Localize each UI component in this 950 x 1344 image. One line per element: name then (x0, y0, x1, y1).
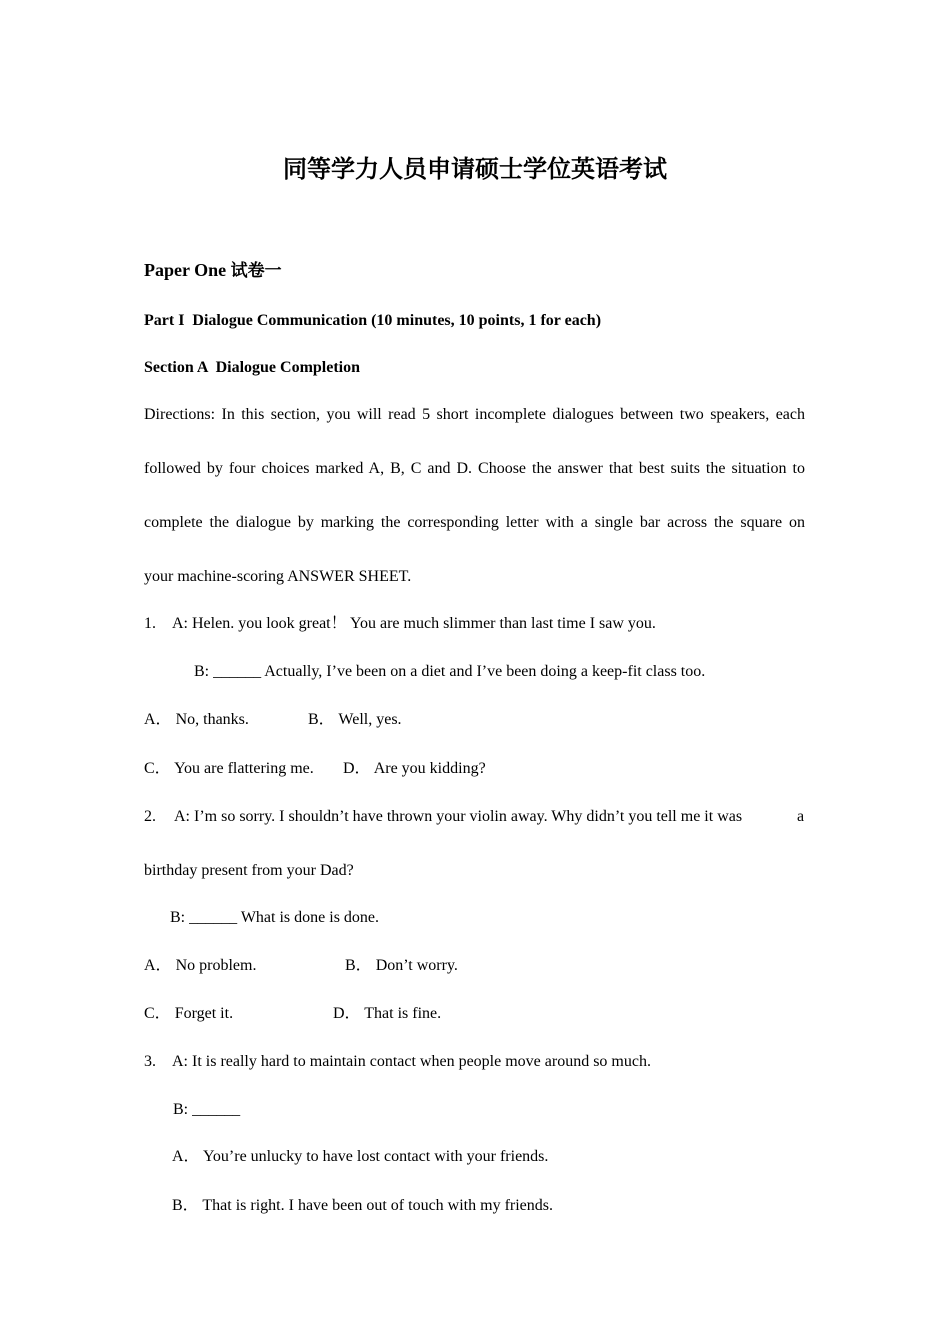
question-b-line: B: ______ What is done is done. (170, 909, 380, 926)
question-a-line: A: Helen. you look great！ You are much slimmer than last time I saw you. (172, 615, 656, 632)
option-label: A． (172, 1148, 200, 1165)
question-a-line-continued: birthday present from your Dad? (144, 862, 354, 879)
directions-line: followed by four choices marked A, B, C and D. Choose the answer that best suits the situation to (144, 460, 805, 477)
option-label: D． (343, 760, 371, 777)
question-b-line: B: ______ Actually, I’ve been on a diet and I’ve been doing a keep-fit class too. (194, 663, 706, 680)
section-heading: Section A Dialogue Completion (144, 359, 361, 376)
option-text: That is right. I have been out of touch with my friends. (202, 1197, 553, 1214)
directions-line: your machine-scoring ANSWER SHEET. (144, 568, 412, 585)
option-b (172, 1196, 553, 1216)
option-b (345, 956, 458, 976)
option-a (144, 710, 249, 730)
option-c (144, 759, 314, 779)
option-text: Well, yes. (338, 711, 402, 728)
paper-heading-cn: 试卷一 (230, 261, 282, 281)
option-d (333, 1004, 441, 1024)
question-number: 2. (144, 808, 156, 825)
option-text: No, thanks. (175, 711, 249, 728)
option-label: B． (345, 957, 372, 974)
option-text: Don’t worry. (375, 957, 458, 974)
option-text: Forget it. (174, 1005, 234, 1022)
exam-title: 同等学力人员申请硕士学位英语考试 (283, 155, 667, 183)
directions-line: Directions: In this section, you will read 5 short incomplete dialogues between two speakers, each (144, 406, 805, 423)
option-text: That is fine. (364, 1005, 442, 1022)
option-a (144, 956, 256, 976)
option-a (172, 1147, 548, 1167)
option-label: A． (144, 711, 172, 728)
option-c (144, 1004, 233, 1024)
directions-line: complete the dialogue by marking the corresponding letter with a single bar across the square on (144, 514, 805, 531)
option-text: No problem. (175, 957, 257, 974)
option-label: D． (333, 1005, 361, 1022)
question-number: 3. (144, 1053, 156, 1070)
question-a-line: A: It is really hard to maintain contact when people move around so much. (172, 1053, 651, 1070)
option-label: B． (308, 711, 335, 728)
option-label: B． (172, 1197, 199, 1214)
paper-heading-en: Paper One (144, 260, 227, 280)
question-b-line: B: ______ (173, 1101, 241, 1118)
option-label: A． (144, 957, 172, 974)
question-a-line-end: a (797, 808, 805, 825)
option-text: You’re unlucky to have lost contact with your friends. (202, 1148, 549, 1165)
option-text: Are you kidding? (373, 760, 486, 777)
part-heading: Part I Dialogue Communication (10 minutes, 10 points, 1 for each) (144, 312, 602, 329)
paper-heading (144, 258, 282, 283)
option-text: You are flattering me. (174, 760, 314, 777)
question-a-line: A: I’m so sorry. I shouldn’t have thrown your violin away. Why didn’t you tell me it was (174, 808, 743, 825)
option-label: C． (144, 1005, 171, 1022)
option-d (343, 759, 486, 779)
option-label: C． (144, 760, 171, 777)
option-b (308, 710, 402, 730)
question-number: 1. (144, 615, 156, 632)
